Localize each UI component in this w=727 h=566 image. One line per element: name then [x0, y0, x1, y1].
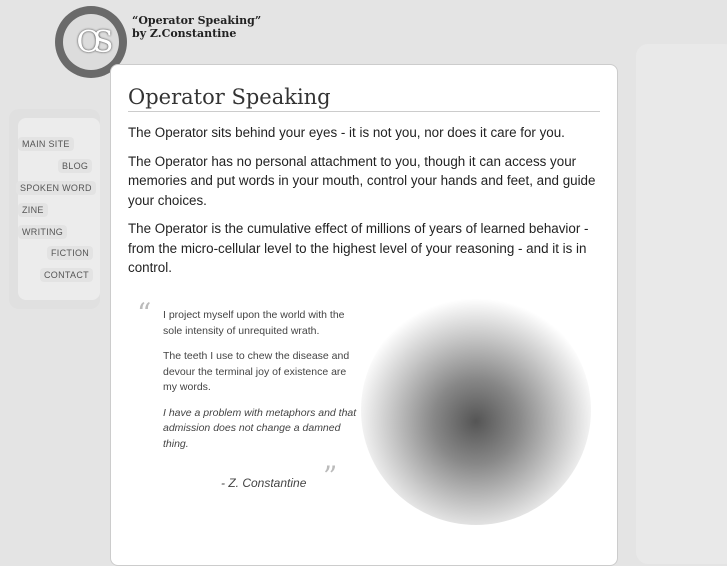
tagline-author: by Z.Constantine — [132, 27, 237, 40]
right-column-bg — [636, 44, 727, 564]
site-tagline — [132, 14, 261, 40]
quote-author: - Z. Constantine — [221, 476, 307, 490]
nav-main-site[interactable]: MAIN SITE — [18, 137, 74, 151]
nav-fiction[interactable]: FICTION — [47, 246, 93, 260]
close-quote-icon: ” — [323, 460, 338, 493]
quote-line: The teeth I use to chew the disease and devour the terminal joy of existence are my words. — [163, 350, 350, 393]
sidebar-nav — [9, 109, 100, 309]
pull-quote — [163, 308, 358, 462]
tagline-title: “Operator Speaking” — [132, 14, 262, 27]
nav-contact[interactable]: CONTACT — [40, 268, 93, 282]
nav-spoken-word[interactable]: SPOKEN WORD — [16, 181, 96, 195]
nav-writing[interactable]: WRITING — [18, 225, 67, 239]
quote-line: I have a problem with metaphors and that admission does not change a damned thing. — [163, 406, 357, 450]
page-title: Operator Speaking — [128, 85, 600, 112]
logo-monogram: OS — [63, 14, 119, 70]
nav-blog[interactable]: BLOG — [58, 159, 92, 173]
paragraph: The Operator is the cumulative effect of millions of years of learned behavior - from the micro-cellular level to the highest level of your reasoning - and it is in control. — [128, 221, 589, 275]
open-quote-icon: “ — [137, 297, 152, 330]
quote-line: I project myself upon the world with the sole intensity of unrequited wrath. — [163, 309, 345, 337]
paragraph: The Operator has no personal attachment to you, though it can access your memories and put words in your mouth, control your hands and feet, and guide your choices. — [128, 153, 596, 208]
nav-zine[interactable]: ZINE — [18, 203, 48, 217]
decorative-blur-image — [361, 295, 591, 525]
main-content — [110, 64, 618, 566]
paragraph: The Operator sits behind your eyes - it is not you, nor does it care for you. — [128, 125, 565, 140]
